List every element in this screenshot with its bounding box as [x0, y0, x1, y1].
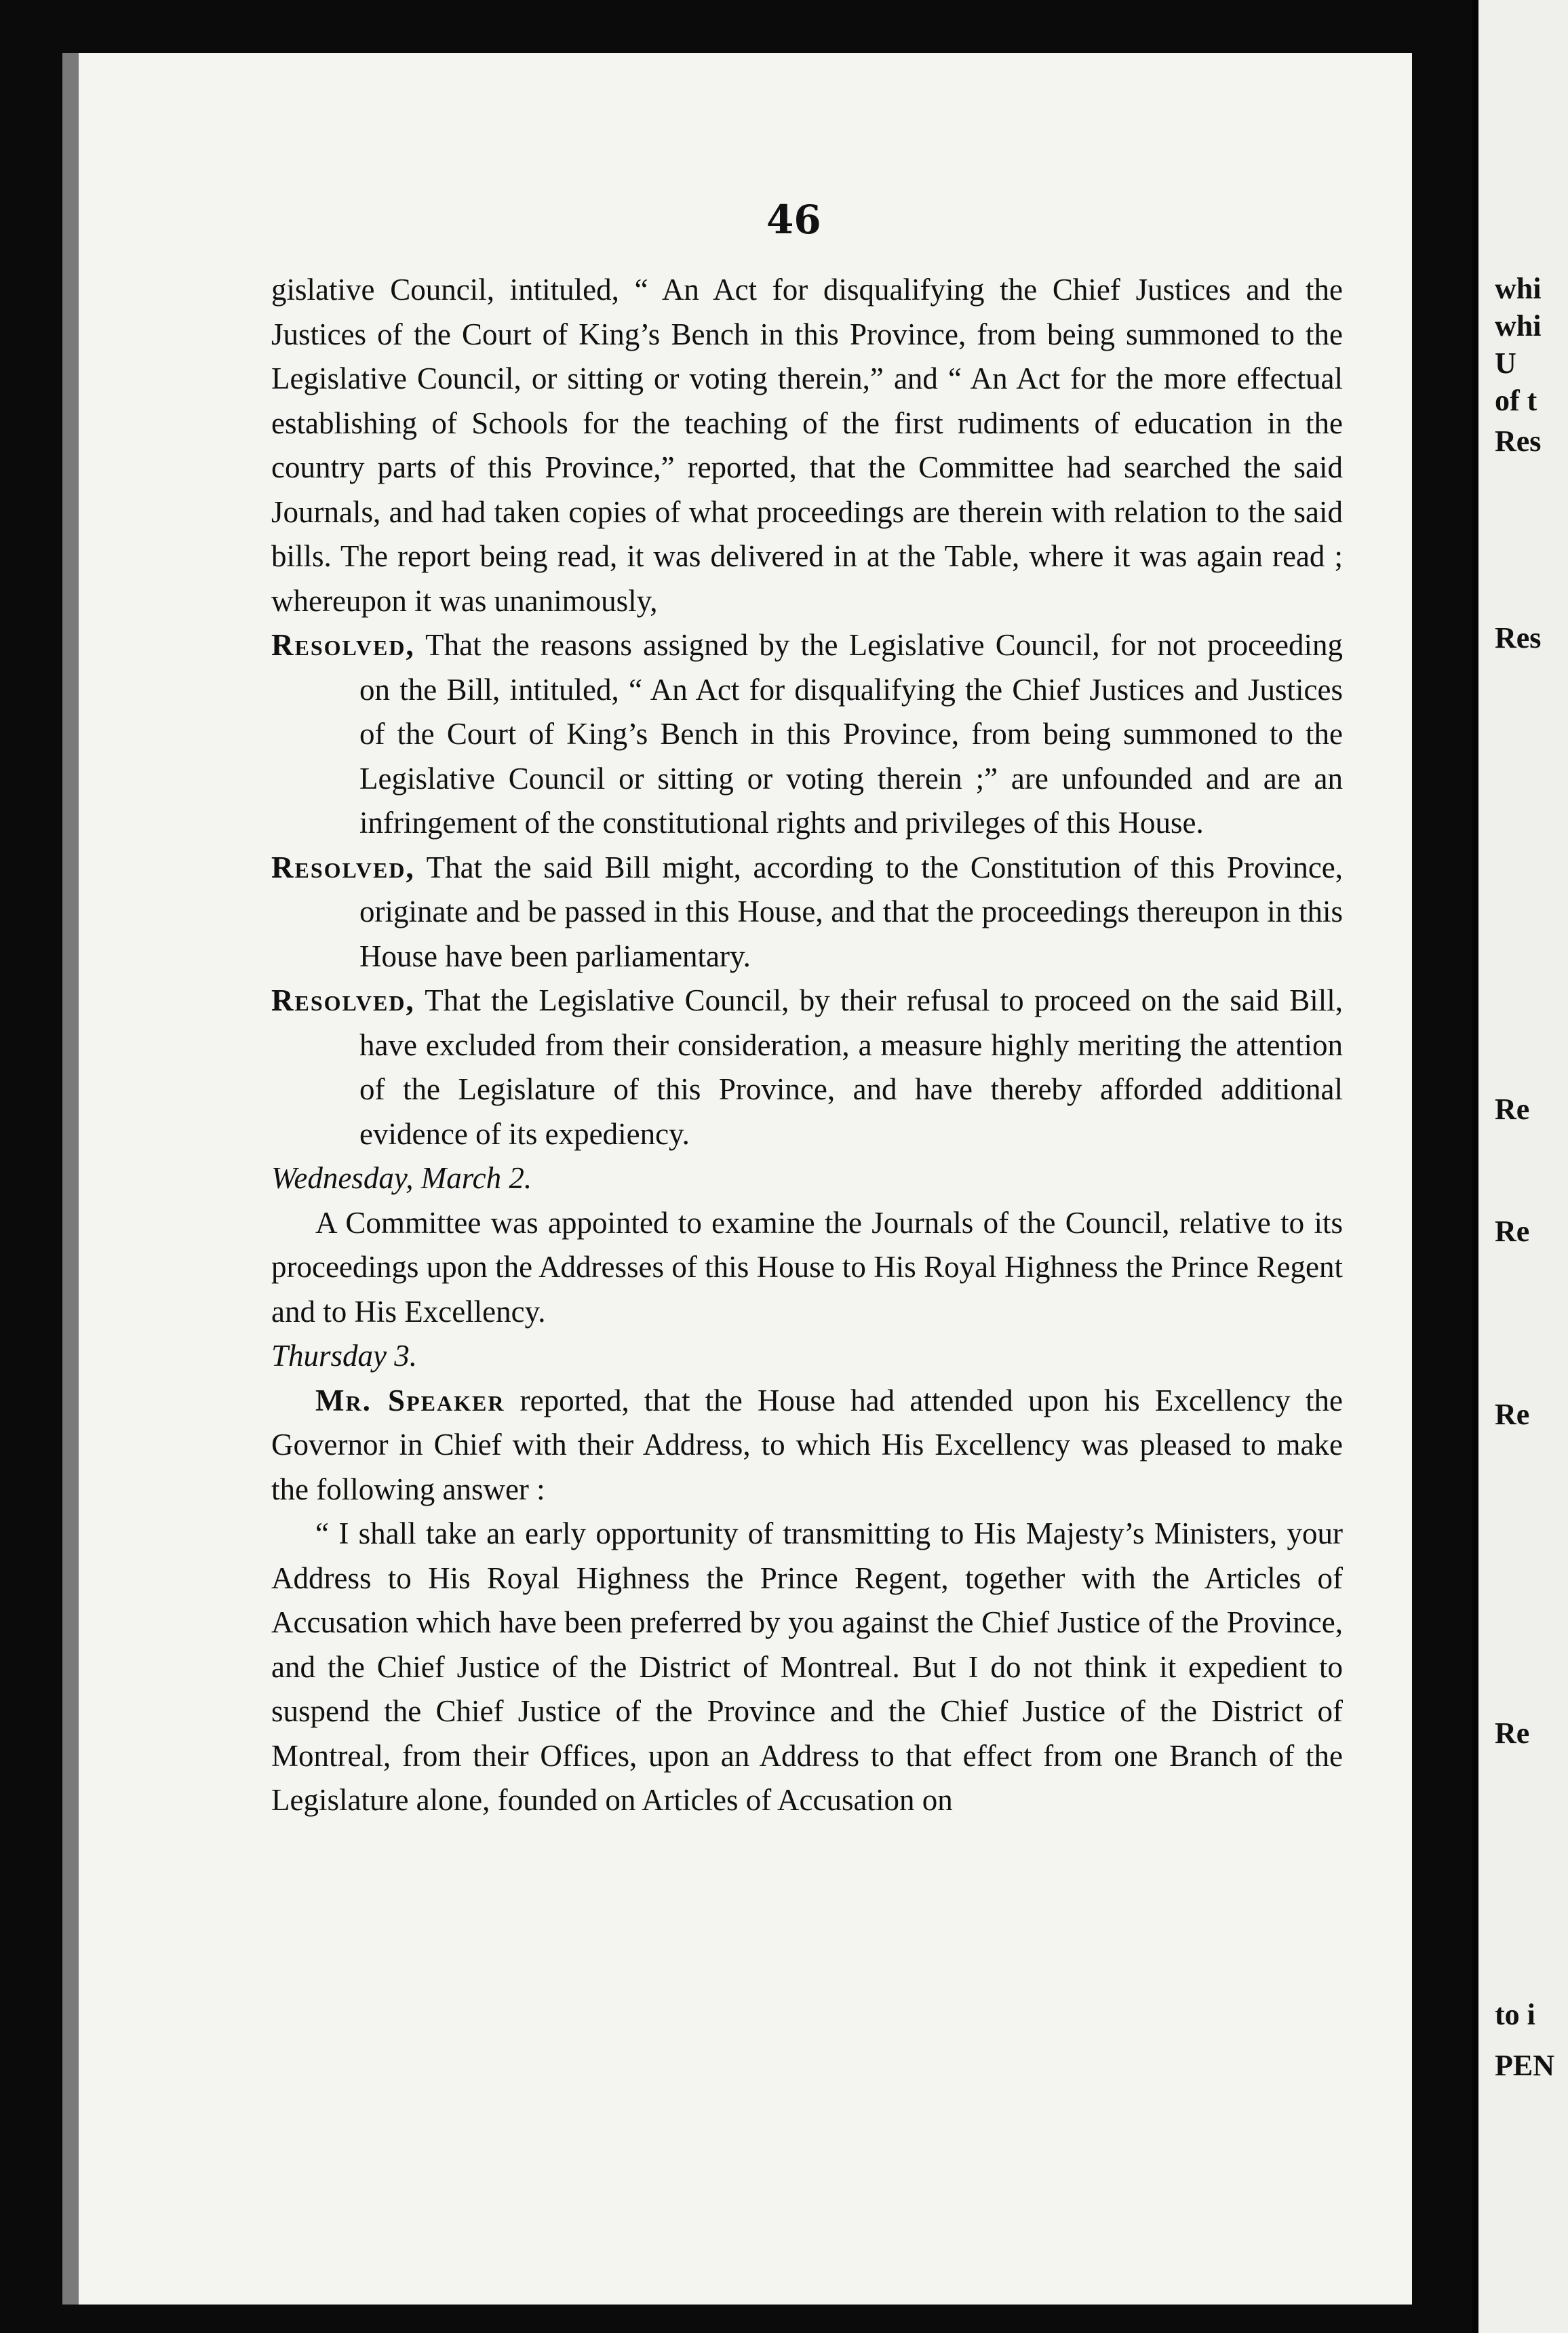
adjacent-page-fragment: Re — [1495, 1717, 1530, 1750]
resolution-text: That the said Bill might, according to the Constitution of this Province, originate and be passed in this House, and that the proceedings thereupon in this House have been parliamentary. — [359, 850, 1344, 973]
adjacent-page-fragment: Re — [1495, 1398, 1530, 1431]
resolution-3 — [271, 979, 1343, 1156]
page-number: 46 — [766, 197, 821, 243]
adjacent-page-fragment: to i — [1495, 1998, 1535, 2031]
adjacent-page-edge — [1472, 0, 1568, 2333]
opening-paragraph: gislative Council, intituled, “ An Act for disqualifying the Chief Justices and the Justices of the Court of King’s Bench in this Province, from being summoned to the Legislative Council, or sitting or voting therein,” and “ An Act for the more effectual establishing of Schools for the teaching of the first rudiments of education in the country parts of this Province,” reported, that the Committee had searched the said Journals, and had taken copies of what proceedings are therein with relation to the said bills. The report being read, it was delivered in at the Table, where it was again read ; whereupon it was unanimously, — [271, 273, 1343, 618]
resolved-label: Resolved, — [271, 983, 415, 1017]
resolved-label: Resolved, — [271, 628, 415, 662]
adjacent-page-fragment: of t — [1495, 384, 1537, 417]
adjacent-page-fragment: Re — [1495, 1093, 1530, 1126]
page-body — [271, 268, 1343, 1823]
dateline-thursday: Thursday 3. — [271, 1339, 418, 1373]
resolution-text: That the Legislative Council, by their refusal to proceed on the said Bill, have excluded from their consideration, a measure highly meriting the attention of the Legislature of this Province, and have thereby afforded additional evidence of its expediency. — [359, 983, 1343, 1151]
committee-paragraph: A Committee was appointed to examine the Journals of the Council, relative to its proceedings upon the Addresses of this House to His Royal Highness the Prince Regent and to His Excellency. — [271, 1205, 1343, 1329]
adjacent-page-fragment: U — [1495, 347, 1516, 380]
adjacent-page-fragment: Res — [1495, 425, 1542, 458]
adjacent-page-fragment: whi — [1495, 309, 1542, 342]
resolved-label: Resolved, — [271, 850, 415, 884]
resolution-text: That the reasons assigned by the Legislative Council, for not proceeding on the Bill, intituled, “ An Act for disqualifying the Chief Justices and Justices of the Court of King’s Bench in this Province, from being summoned to the Legislative Council or sitting or voting therein ;” are unfounded and are an infringement of the constitutional rights and privileges of this House. — [359, 628, 1343, 840]
governor-answer-quote: “ I shall take an early opportunity of transmitting to His Majesty’s Ministers, your Address to His Royal Highness the Prince Regent, together with the Articles of Accusation which have been preferred by you against the Chief Justice of the Province, and the Chief Justice of the District of Montreal. But I do not think it expedient to suspend the Chief Justice of the Province and the Chief Justice of the District of Montreal, from their Offices, upon an Address to that effect from one Branch of the Legislature alone, founded on Articles of Accusation on — [271, 1516, 1343, 1817]
adjacent-page-fragment: Res — [1495, 621, 1542, 654]
speaker-text: reported, that the House had attended upon his Excellency the Governor in Chief with their Address, to which His Excellency was pleased to make the following answer : — [271, 1383, 1343, 1506]
resolution-1 — [271, 623, 1343, 846]
speaker-paragraph — [271, 1379, 1343, 1512]
adjacent-page-fragment: whi — [1495, 272, 1542, 305]
resolution-2 — [271, 846, 1343, 979]
adjacent-page-fragment: PEN — [1495, 2049, 1554, 2082]
adjacent-page-fragment: Re — [1495, 1215, 1530, 1248]
dateline-wednesday: Wednesday, March 2. — [271, 1161, 532, 1195]
speaker-label: Mr. Speaker — [315, 1383, 505, 1417]
